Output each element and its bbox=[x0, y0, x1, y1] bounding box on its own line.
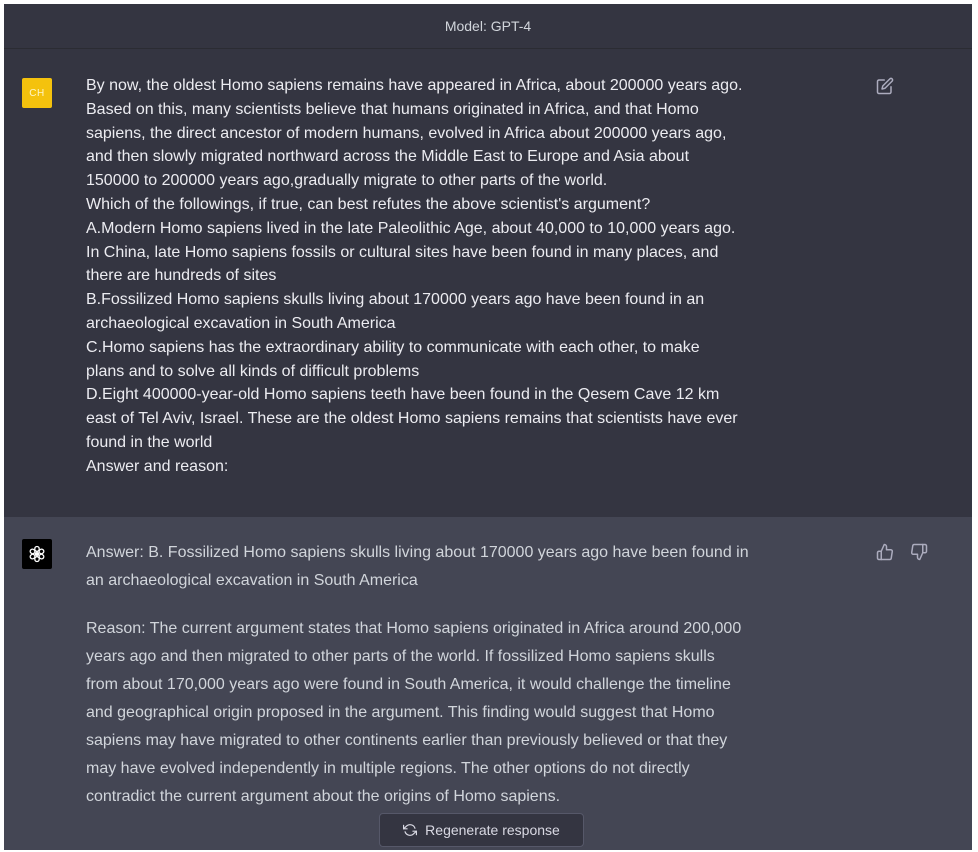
user-message-line: D.Eight 400000-year-old Homo sapiens teeth have been found in the Qesem Cave 12 km bbox=[86, 386, 720, 404]
regenerate-response-button[interactable] bbox=[379, 813, 584, 847]
user-message-text bbox=[86, 74, 876, 479]
regenerate-label: Regenerate response bbox=[425, 822, 560, 838]
user-message-line: Answer and reason: bbox=[86, 457, 229, 475]
user-message-line: found in the world bbox=[86, 433, 213, 451]
assistant-message bbox=[4, 517, 972, 850]
user-message-line: By now, the oldest Homo sapiens remains have appeared in Africa, about 200000 years ago. bbox=[86, 77, 743, 94]
user-message-line: Based on this, many scientists believe that humans originated in Africa, and that Homo bbox=[86, 100, 699, 118]
reason-line: may have evolved independently in multiple regions. The other options do not directly bbox=[86, 760, 690, 777]
chat-window bbox=[4, 4, 972, 850]
reason-line: from about 170,000 years ago were found in South America, it would challenge the timeline bbox=[86, 676, 731, 693]
reason-line: and geographical origin proposed in the argument. This finding would suggest that Homo bbox=[86, 704, 715, 721]
user-message-line: plans and to solve all kinds of difficult problems bbox=[86, 362, 420, 380]
model-label: Model: GPT-4 bbox=[444, 18, 532, 34]
user-message-line: 150000 to 200000 years ago,gradually migrate to other parts of the world. bbox=[86, 172, 608, 190]
model-header bbox=[4, 4, 972, 49]
user-message-line: archaeological excavation in South America bbox=[86, 314, 396, 332]
reason-line: contradict the current argument about the origins of Homo sapiens. bbox=[86, 788, 561, 805]
openai-logo-icon bbox=[22, 539, 52, 569]
user-avatar-initials: CH bbox=[29, 87, 45, 99]
user-message-line: east of Tel Aviv, Israel. These are the oldest Homo sapiens remains that scientists have ever bbox=[86, 410, 738, 428]
reason-line: years ago and then migrated to other parts of the world. If fossilized Homo sapiens skulls bbox=[86, 648, 715, 665]
thumbs-down-icon[interactable] bbox=[910, 543, 930, 563]
assistant-reason bbox=[86, 615, 876, 811]
reason-line: Reason: The current argument states that Homo sapiens originated in Africa around 200,000 bbox=[86, 620, 742, 637]
assistant-answer bbox=[86, 539, 876, 595]
refresh-icon bbox=[403, 823, 417, 837]
user-message-line: Which of the followings, if true, can best refutes the above scientist's argument? bbox=[86, 195, 651, 213]
edit-icon[interactable] bbox=[876, 77, 896, 97]
answer-line: Answer: B. Fossilized Homo sapiens skulls living about 170000 years ago have been found in bbox=[86, 544, 749, 561]
user-message-line: B.Fossilized Homo sapiens skulls living about 170000 years ago have been found in an bbox=[86, 291, 705, 309]
user-message-line: In China, late Homo sapiens fossils or cultural sites have been found in many places, and bbox=[86, 243, 719, 261]
user-avatar bbox=[22, 78, 52, 108]
answer-line: an archaeological excavation in South America bbox=[86, 572, 418, 589]
user-message-line: C.Homo sapiens has the extraordinary ability to communicate with each other, to make bbox=[86, 338, 700, 356]
thumbs-up-icon[interactable] bbox=[876, 543, 896, 563]
reason-line: sapiens may have migrated to other continents earlier than previously believed or that they bbox=[86, 732, 728, 749]
user-message bbox=[4, 49, 972, 518]
user-message-line: there are hundreds of sites bbox=[86, 267, 277, 285]
user-message-line: A.Modern Homo sapiens lived in the late Paleolithic Age, about 40,000 to 10,000 years ago. bbox=[86, 219, 736, 237]
user-message-line: sapiens, the direct ancestor of modern humans, evolved in Africa about 200000 years ago, bbox=[86, 124, 727, 142]
user-message-line: and then slowly migrated northward across the Middle East to Europe and Asia about bbox=[86, 148, 690, 166]
